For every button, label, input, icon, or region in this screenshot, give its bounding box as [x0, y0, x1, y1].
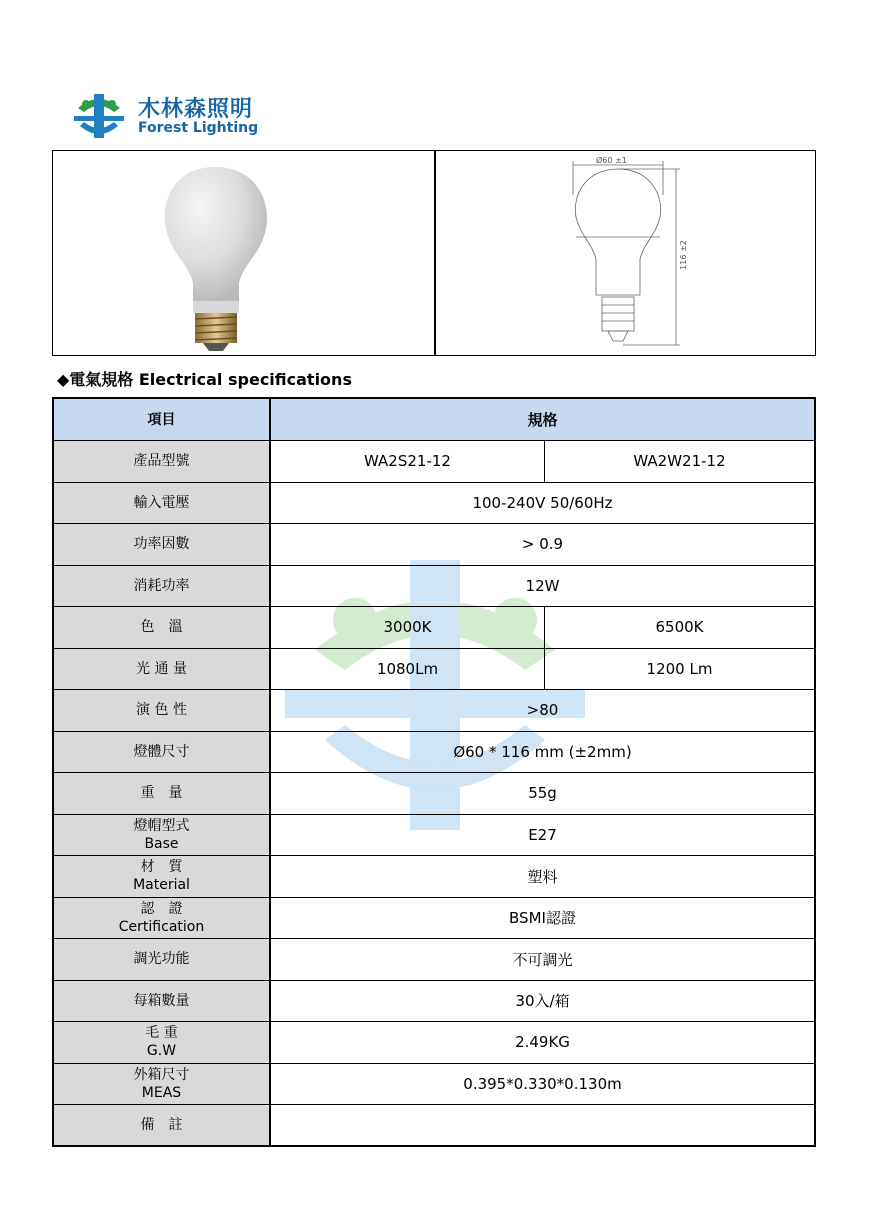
row-value: WA2S21-12	[271, 441, 545, 482]
spec-table	[52, 397, 816, 1147]
row-label	[54, 856, 271, 897]
table-row	[54, 1105, 814, 1145]
table-row	[54, 690, 814, 732]
row-value: 12W	[525, 576, 560, 595]
table-row	[54, 856, 814, 898]
table-row	[54, 815, 814, 857]
bulb-dimension-drawing	[568, 155, 698, 353]
row-label: 燈體尺寸	[54, 732, 271, 773]
row-label-en: MEAS	[141, 1084, 182, 1101]
section-title: ◆電氣規格 Electrical specifications	[57, 370, 352, 389]
row-value: 0.395*0.330*0.130m	[463, 1074, 622, 1093]
table-row	[54, 441, 814, 483]
image-divider	[434, 151, 436, 355]
row-value: 100-240V 50/60Hz	[472, 493, 613, 512]
row-label-en: Base	[144, 835, 179, 852]
row-value: 1080Lm	[271, 649, 545, 690]
row-label-cn: 毛 重	[145, 1025, 178, 1042]
row-label-cn: 認 證	[140, 900, 183, 917]
table-row	[54, 1022, 814, 1064]
row-value: > 0.9	[521, 535, 564, 554]
table-row	[54, 1064, 814, 1106]
row-label: 重 量	[54, 773, 271, 814]
header-item: 項目	[54, 399, 271, 440]
row-label	[54, 1022, 271, 1063]
height-dimension: 116 ±2	[679, 240, 688, 270]
row-value	[271, 1105, 814, 1145]
row-label: 光 通 量	[54, 649, 271, 690]
row-value: 2.49KG	[515, 1033, 570, 1052]
product-images	[52, 150, 816, 356]
row-value: 不可調光	[512, 950, 573, 969]
table-row	[54, 483, 814, 525]
row-label-en: Material	[133, 877, 190, 894]
row-label: 備 註	[54, 1105, 271, 1145]
row-label	[54, 1064, 271, 1105]
bulb-photo	[153, 163, 278, 353]
table-row	[54, 732, 814, 774]
table-row	[54, 649, 814, 691]
row-label: 每箱數量	[54, 981, 271, 1022]
table-row	[54, 773, 814, 815]
row-value: >80	[526, 701, 559, 720]
row-label: 色 溫	[54, 607, 271, 648]
row-value: WA2W21-12	[633, 452, 726, 471]
table-row	[54, 981, 814, 1023]
row-value: BSMI認證	[509, 909, 576, 928]
row-label	[54, 815, 271, 856]
table-header	[54, 399, 814, 441]
brand-name-cn: 木林森照明	[138, 97, 254, 122]
brand-logo	[70, 86, 270, 146]
row-value: 3000K	[271, 607, 545, 648]
brand-name-en: Forest Lighting	[138, 120, 259, 136]
row-label-cn: 外箱尺寸	[133, 1066, 190, 1083]
row-value: Ø60 * 116 mm (±2mm)	[453, 742, 632, 761]
row-label: 演 色 性	[54, 690, 271, 731]
row-label: 消耗功率	[54, 566, 271, 607]
table-row	[54, 566, 814, 608]
row-label: 產品型號	[54, 441, 271, 482]
row-value: E27	[528, 825, 557, 844]
row-value: 30入/箱	[515, 992, 570, 1011]
forest-logo-icon	[70, 86, 128, 144]
table-row	[54, 524, 814, 566]
row-label-cn: 燈帽型式	[133, 817, 190, 834]
row-label: 調光功能	[54, 939, 271, 980]
row-label: 輸入電壓	[54, 483, 271, 524]
row-label	[54, 898, 271, 939]
table-row	[54, 939, 814, 981]
row-value: 塑料	[527, 867, 558, 886]
row-label-en: Certification	[118, 918, 205, 935]
row-value: 6500K	[655, 618, 704, 637]
row-label: 功率因數	[54, 524, 271, 565]
header-spec: 規格	[271, 399, 814, 440]
row-label-cn: 材 質	[140, 859, 183, 876]
table-row	[54, 607, 814, 649]
row-label-en: G.W	[146, 1043, 177, 1060]
row-value: 55g	[528, 784, 557, 803]
diameter-dimension: Ø60 ±1	[596, 156, 627, 165]
table-row	[54, 898, 814, 940]
row-value: 1200 Lm	[646, 659, 713, 678]
